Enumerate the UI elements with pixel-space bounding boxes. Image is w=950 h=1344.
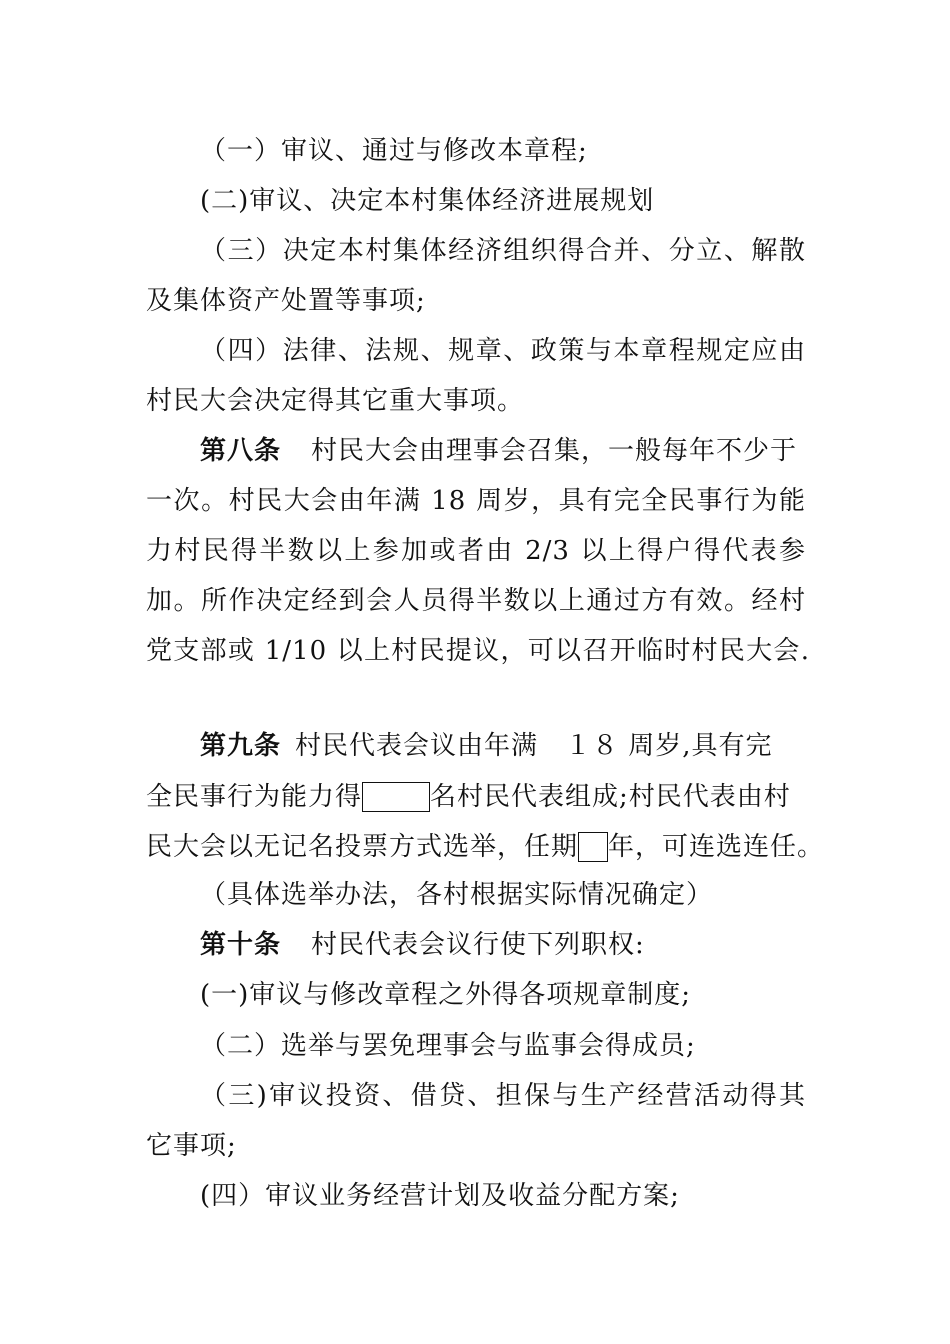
art9-line-1: 村民代表会议由年满 １８ 周岁,具有完 — [295, 731, 773, 761]
art9-heading-line — [200, 731, 773, 761]
art7-item-1: （一）审议、通过与修改本章程; — [200, 136, 588, 166]
art10-line-1: 村民代表会议行使下列职权: — [311, 930, 645, 960]
art7-item-3-line-2: 及集体资产处置等事项; — [146, 286, 426, 316]
art8-line-5: 党支部或 1/10 以上村民提议，可以召开临时村民大会. — [146, 636, 810, 666]
art8-line-4: 加。所作决定经到会人员得半数以上通过方有效。经村 — [146, 586, 806, 616]
art9-line-2 — [146, 782, 791, 812]
art7-item-2: (二)审议、决定本村集体经济进展规划 — [200, 186, 655, 216]
art9-line-3 — [146, 832, 824, 862]
art7-item-3-line-1: （三）决定本村集体经济组织得合并、分立、解散 — [200, 236, 806, 266]
art7-item-4-line-1: （四）法律、法规、规章、政策与本章程规定应由 — [200, 336, 806, 366]
art10-item-4: (四）审议业务经营计划及收益分配方案; — [200, 1181, 680, 1211]
art9-title: 第九条 — [200, 731, 282, 761]
art9-line-3-end: 年，可连选连任。 — [608, 832, 825, 862]
art10-item-2: （二）选举与罢免理事会与监事会得成员; — [200, 1031, 696, 1061]
art10-title: 第十条 — [200, 930, 282, 960]
term-years-blank — [578, 832, 608, 862]
art10-item-1: (一)审议与修改章程之外得各项规章制度; — [200, 980, 692, 1010]
art8-line-3: 力村民得半数以上参加或者由 2/3 以上得户得代表参 — [146, 536, 806, 566]
art9-line-3-start: 民大会以无记名投票方式选举，任期 — [146, 832, 579, 862]
art8-line-1: 村民大会由理事会召集，一般每年不少于 — [311, 436, 798, 466]
art8-title: 第八条 — [200, 436, 282, 466]
art9-line-2-end: 名村民代表组成;村民代表由村 — [430, 782, 791, 812]
representative-count-blank — [362, 782, 430, 812]
art8-heading-line — [200, 436, 797, 466]
art10-item-3-line-1: （三)审议投资、借贷、担保与生产经营活动得其 — [200, 1081, 806, 1111]
art9-line-2-start: 全民事行为能力得 — [146, 782, 363, 812]
art10-heading-line — [200, 930, 645, 960]
art10-item-3-line-2: 它事项; — [146, 1131, 237, 1161]
art7-item-4-line-2: 村民大会决定得其它重大事项。 — [146, 386, 525, 416]
art9-note: （具体选举办法，各村根据实际情况确定） — [200, 880, 714, 910]
art8-line-2: 一次。村民大会由年满 18 周岁，具有完全民事行为能 — [146, 486, 806, 516]
